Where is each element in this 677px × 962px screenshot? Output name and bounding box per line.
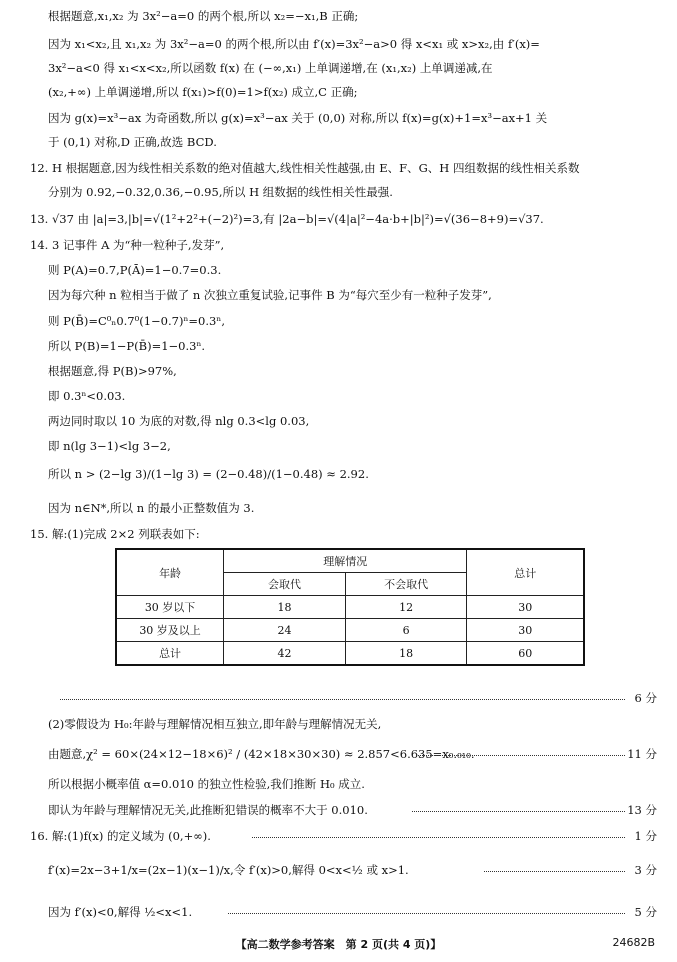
cell-yes: 24 (224, 619, 346, 642)
scored-text-line: 由题意,χ² = 60×(24×12−18×6)² / (42×18×30×30) ≈ 2.857<6.635=x₀.₀₁₀. (48, 747, 475, 761)
text-line: 因为 f′(x)<0,解得 ½<x<1. (48, 905, 193, 919)
scored-text-line: 即认为年龄与理解情况无关,此推断犯错误的概率不大于 0.010. (48, 803, 368, 817)
text-line: 所以 n > (2−lg 3)/(1−lg 3) = (2−0.48)/(1−0.48) ≈ 2.92. (48, 467, 369, 481)
row-label: 30 岁以下 (116, 596, 224, 619)
table-row (116, 596, 584, 619)
text-line: 于 (0,1) 对称,D 正确,故选 BCD. (48, 135, 217, 149)
text-line: 则 P(B̄)=C⁰ₙ0.7⁰(1−0.7)ⁿ=0.3ⁿ, (48, 314, 225, 328)
text-line: 因为 g(x)=x³−ax 为奇函数,所以 g(x)=x³−ax 关于 (0,0) 对称,所以 f(x)=g(x)+1=x³−ax+1 关 (48, 111, 548, 125)
text-line: 根据题意,得 P(B)>97%, (48, 364, 177, 378)
text-line: 13. √37 由 |a|=3,|b|=√(1²+2²+(−2)²)=3,有 |2a−b|=√(4|a|²−4a·b+|b|²)=√(36−8+9)=√37. (30, 212, 544, 226)
table-header-age: 年龄 (116, 549, 224, 596)
text-line: 所以根据小概率值 α=0.010 的独立性检验,我们推断 H₀ 成立. (48, 777, 365, 791)
score-label: 11 分 (627, 747, 657, 761)
text-line: 则 P(A)=0.7,P(Ā)=1−0.7=0.3. (48, 263, 222, 277)
score-label: 13 分 (627, 803, 657, 817)
text-line: 因为 x₁<x₂,且 x₁,x₂ 为 3x²−a=0 的两个根,所以由 f′(x)=3x²−a>0 得 x<x₁ 或 x>x₂,由 f′(x)= (48, 37, 540, 51)
cell-total: 30 (467, 619, 584, 642)
scored-text-line: 16. 解:(1)f(x) 的定义域为 (0,+∞). (30, 829, 211, 843)
score-label: 1 分 (634, 829, 657, 843)
cell-yes: 42 (224, 642, 346, 666)
row-label: 30 岁及以上 (116, 619, 224, 642)
text-line: 因为 n∈N*,所以 n 的最小正整数值为 3. (48, 501, 255, 515)
text-line: 即 n(lg 3−1)<lg 3−2, (48, 439, 171, 453)
text-line: 15. 解:(1)完成 2×2 列联表如下: (30, 527, 200, 541)
table-subheader-no: 不会取代 (345, 573, 467, 596)
table-row (116, 642, 584, 666)
text-line: 分别为 0.92,−0.32,0.36,−0.95,所以 H 组数据的线性相关性最强. (48, 185, 393, 199)
text-line: 所以 P(B)=1−P(B̄)=1−0.3ⁿ. (48, 339, 206, 353)
table-header-total: 总计 (467, 549, 584, 596)
text-line: 3x²−a<0 得 x₁<x<x₂,所以函数 f(x) 在 (−∞,x₁) 上单调递增,在 (x₁,x₂) 上单调递减,在 (48, 61, 493, 75)
scored-text-line: f′(x)=2x−3+1/x=(2x−1)(x−1)/x,令 f′(x)>0,解得 0<x<½ 或 x>1. (48, 863, 409, 877)
document-code: 24682B (612, 936, 655, 949)
table-row (116, 619, 584, 642)
text-line: 14. 3 记事件 A 为“种一粒种子,发芽”, (30, 238, 225, 252)
text-line: 即 0.3ⁿ<0.03. (48, 389, 126, 403)
text-line: 12. H 根据题意,因为线性相关系数的绝对值越大,线性相关性越强,由 E、F、G、H 四组数据的线性相关系数 (30, 161, 580, 175)
table-subheader-yes: 会取代 (224, 573, 346, 596)
score-leader-dots (418, 754, 625, 756)
row-label: 总计 (116, 642, 224, 666)
text-line: 根据题意,x₁,x₂ 为 3x²−a=0 的两个根,所以 x₂=−x₁,B 正确; (48, 9, 359, 23)
contingency-table (115, 548, 585, 666)
cell-no: 12 (345, 596, 467, 619)
cell-total: 30 (467, 596, 584, 619)
score-leader-dots (412, 810, 625, 812)
text-line: (2)零假设为 H₀:年龄与理解情况相互独立,即年龄与理解情况无关, (48, 717, 382, 731)
score-leader-dots (484, 870, 625, 872)
page-footer: 【高二数学参考答案 第 2 页(共 4 页)】 (235, 938, 442, 951)
score-label: 5 分 (634, 905, 657, 919)
text-line: 两边同时取以 10 为底的对数,得 nlg 0.3<lg 0.03, (48, 414, 310, 428)
score-leader-dots (60, 698, 625, 700)
cell-no: 6 (345, 619, 467, 642)
table-header-group: 理解情况 (224, 549, 467, 573)
cell-total: 60 (467, 642, 584, 666)
score-label: 3 分 (634, 863, 657, 877)
text-line: (x₂,+∞) 上单调递增,所以 f(x₁)>f(0)=1>f(x₂) 成立,C 正确; (48, 85, 358, 99)
text-line: 因为每穴种 n 粒相当于做了 n 次独立重复试验,记事件 B 为“每穴至少有一粒种子发芽”, (48, 288, 492, 302)
score-leader-dots (228, 912, 625, 914)
score-leader-dots (252, 836, 625, 838)
cell-no: 18 (345, 642, 467, 666)
cell-yes: 18 (224, 596, 346, 619)
score-label: 6 分 (634, 691, 657, 705)
